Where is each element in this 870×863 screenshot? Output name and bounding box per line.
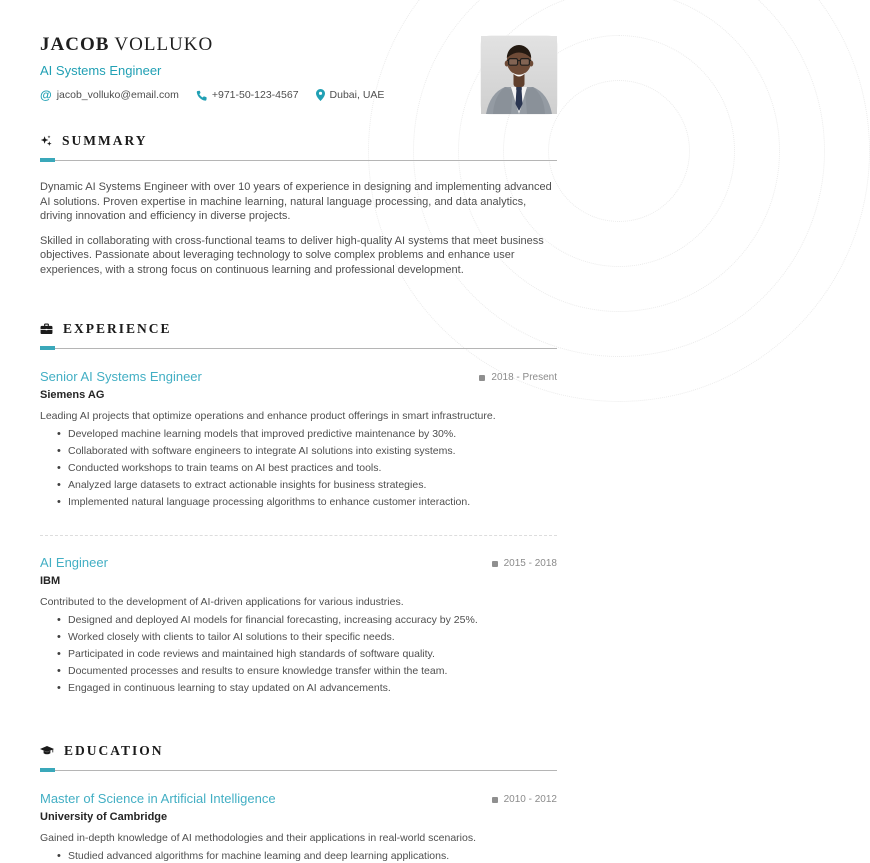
job-bullet: • Developed machine learning models that improved predictive maintenance by 30%. xyxy=(68,428,557,441)
location-text: Dubai, UAE xyxy=(329,89,385,101)
briefcase-icon xyxy=(40,323,53,335)
education-bullet: • Studied advanced algorithms for machine leaming and deep learning applications. xyxy=(68,850,557,863)
job-bullet: • Collaborated with software engineers to integrate AI solutions into existing systems. xyxy=(68,445,557,458)
calendar-icon xyxy=(492,561,498,567)
job-company: IBM xyxy=(40,575,61,587)
summary-paragraph: Skilled in collaborating with cross-functional teams to deliver high-quality AI systems that meet business objectives. Passionate about leveraging technology to solve complex problems and enhance user experiences, with a strong focus on continuous learning and professional development. xyxy=(40,234,544,276)
job-bullet: • Designed and deployed AI models for financial forecasting, increasing accuracy by 25%. xyxy=(68,614,557,627)
section-rule xyxy=(40,768,557,772)
job-dates-text: 2015 - 2018 xyxy=(503,558,557,569)
header xyxy=(40,34,557,114)
education-heading: EDUCATION xyxy=(64,743,164,758)
calendar-icon xyxy=(479,375,485,381)
job-bullet: • Participated in code reviews and maintained high standards of software quality. xyxy=(68,648,557,661)
job-bullet: • Conducted workshops to train teams on AI best practices and tools. xyxy=(68,462,557,475)
job-bullet: • Engaged in continuous learning to stay updated on AI advancements. xyxy=(68,682,557,695)
education-entry xyxy=(40,791,557,863)
job-bullet-list xyxy=(40,428,557,509)
job-dates-text: 2018 - Present xyxy=(491,372,557,383)
first-name: JACOB xyxy=(40,34,110,55)
degree-title: Master of Science in Artificial Intelligence xyxy=(40,791,276,806)
job-entry-senior-ai-systems-engineer xyxy=(40,369,557,509)
contact-email[interactable] xyxy=(40,89,179,101)
email-text: jacob_volluko@email.com xyxy=(56,89,179,101)
job-bullet: • Implemented natural language processing algorithms to enhance customer interaction. xyxy=(68,496,557,509)
education-dates-text: 2010 - 2012 xyxy=(503,794,557,805)
summary-paragraph: Dynamic AI Systems Engineer with over 10 years of experience in designing and implementing advanced AI solutions. Proven expertise in machine learning, natural language processing, and data analytics, driving innovation and efficiency in diverse projects. xyxy=(40,181,552,222)
education-header xyxy=(40,791,557,823)
header-identity xyxy=(40,34,384,101)
job-company: Siemens AG xyxy=(40,389,105,401)
school-name: University of Cambridge xyxy=(40,811,168,823)
section-rule xyxy=(40,346,557,350)
job-entry-ai-engineer xyxy=(40,555,557,695)
job-title: AI Engineer xyxy=(40,555,108,570)
job-bullet: • Worked closely with clients to tailor AI solutions to their specific needs. xyxy=(68,631,557,644)
experience-heading-row xyxy=(40,321,557,337)
sparkles-icon xyxy=(40,135,52,147)
section-education xyxy=(40,743,557,863)
job-bullet: • Documented processes and results to ensure knowledge transfer within the team. xyxy=(68,665,557,678)
job-bullet: • Analyzed large datasets to extract actionable insights for business strategies. xyxy=(68,479,557,492)
job-title: Senior AI Systems Engineer xyxy=(40,369,202,384)
education-description: Gained in-depth knowledge of AI methodologies and their applications in real-world scenarios. xyxy=(40,832,477,844)
profile-photo xyxy=(481,36,557,114)
section-experience xyxy=(40,321,557,695)
calendar-icon xyxy=(492,797,498,803)
location-icon xyxy=(316,89,325,101)
job-header xyxy=(40,369,557,401)
person-title: AI Systems Engineer xyxy=(40,63,162,78)
summary-heading-row xyxy=(40,133,557,149)
section-rule xyxy=(40,158,557,162)
graduation-cap-icon xyxy=(40,746,54,757)
entry-divider xyxy=(40,535,557,536)
email-icon: @ xyxy=(40,88,52,102)
education-heading-row xyxy=(40,743,557,759)
contact-location[interactable] xyxy=(316,89,385,101)
experience-heading: EXPERIENCE xyxy=(63,321,172,336)
section-summary xyxy=(40,133,557,277)
summary-heading: SUMMARY xyxy=(62,133,148,148)
last-name: VOLLUKO xyxy=(114,34,214,55)
job-description: Contributed to the development of AI-driven applications for various industries. xyxy=(40,596,404,608)
education-dates xyxy=(492,794,557,805)
job-bullet-list xyxy=(40,614,557,695)
job-header xyxy=(40,555,557,587)
phone-text: +971-50-123-4567 xyxy=(211,89,299,101)
contact-phone[interactable] xyxy=(196,89,299,101)
job-description: Leading AI projects that optimize operations and enhance product offerings in smart infrastructure. xyxy=(40,410,496,422)
job-dates xyxy=(479,372,557,383)
person-name xyxy=(40,34,384,56)
phone-icon xyxy=(196,90,207,101)
contact-row xyxy=(40,89,384,101)
job-dates xyxy=(492,558,557,569)
education-bullet-list xyxy=(40,850,557,863)
